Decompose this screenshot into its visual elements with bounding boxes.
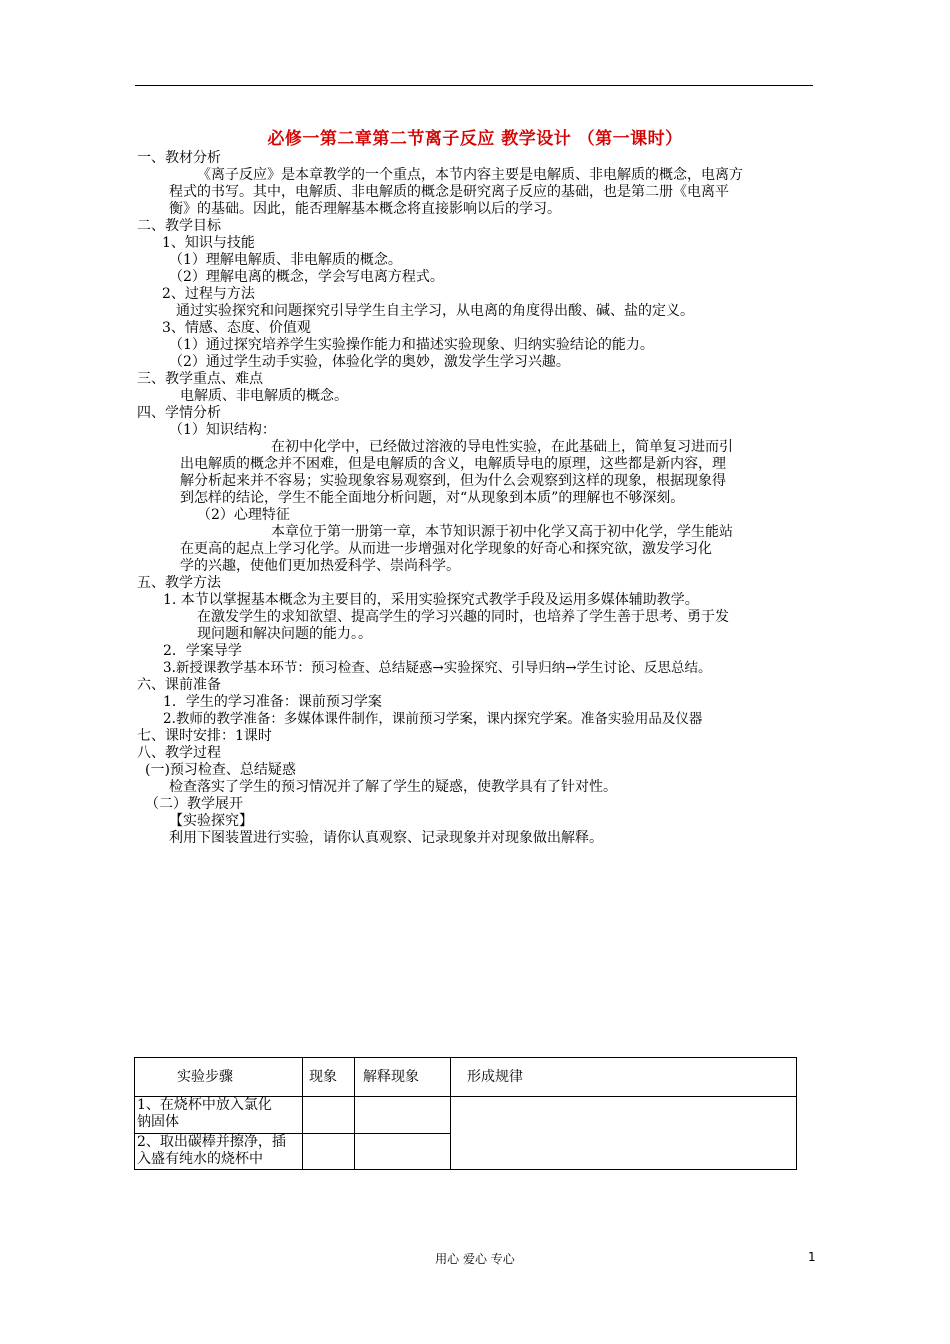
document-title: 必修一第二章第二节离子反应 教学设计 （第一课时） <box>267 129 683 149</box>
subheading: （1）知识结构： <box>169 422 276 438</box>
header-rule <box>135 85 813 86</box>
paragraph-line: 电解质、非电解质的概念。 <box>180 388 348 404</box>
table-header-row <box>135 1058 797 1097</box>
subheading: (一)预习检查、总结疑惑 <box>145 762 296 778</box>
paragraph-line: 《离子反应》是本章教学的一个重点，本节内容主要是电解质、非电解质的概念，电离方 <box>197 167 743 183</box>
experiment-table <box>134 1057 797 1170</box>
section-heading: 八、教学过程 <box>137 745 221 761</box>
table-cell <box>355 1097 451 1134</box>
paragraph-line: 2.教师的教学准备：多媒体课件制作，课前预习学案，课内探究学案。准备实验用品及仪器 <box>163 711 703 727</box>
table-cell <box>451 1097 797 1170</box>
subheading: 2、过程与方法 <box>162 286 255 302</box>
table-cell <box>135 1097 303 1134</box>
table-header: 形成规律 <box>451 1058 797 1097</box>
section-heading: 一、教材分析 <box>137 150 221 166</box>
section-heading: 二、教学目标 <box>137 218 221 234</box>
subheading: （二）教学展开 <box>145 796 243 812</box>
footer-slogan: 用心 爱心 专心 <box>435 1252 515 1266</box>
paragraph-line: 2．学案导学 <box>163 643 242 659</box>
subheading: 3、情感、态度、价值观 <box>162 320 311 336</box>
paragraph-line: （2）通过学生动手实验，体验化学的奥妙，激发学生学习兴趣。 <box>169 354 570 370</box>
paragraph-line: （1）理解电解质、非电解质的概念。 <box>169 252 402 268</box>
paragraph-line: 学的兴趣，使他们更加热爱科学、崇尚科学。 <box>180 558 460 574</box>
subheading: 1、知识与技能 <box>162 235 255 251</box>
paragraph-line: 通过实验探究和问题探究引导学生自主学习，从电离的角度得出酸、碱、盐的定义。 <box>176 303 694 319</box>
paragraph-line: （2）理解电离的概念，学会写电离方程式。 <box>169 269 444 285</box>
section-heading: 七、课时安排：1课时 <box>137 728 272 744</box>
paragraph-line: 1. 本节以掌握基本概念为主要目的，采用实验探究式教学手段及运用多媒体辅助教学。 <box>163 592 699 608</box>
table-cell <box>135 1134 303 1170</box>
table-cell <box>355 1134 451 1170</box>
page-number: 1 <box>808 1250 816 1264</box>
cell-line: 2、取出碳棒并擦净，插 <box>137 1134 286 1150</box>
paragraph-line: 本章位于第一册第一章，本节知识源于初中化学又高于初中化学，学生能站 <box>271 524 733 540</box>
table-header: 实验步骤 <box>135 1058 303 1097</box>
paragraph-line: 程式的书写。其中，电解质、非电解质的概念是研究离子反应的基础，也是第二册《电离平 <box>169 184 729 200</box>
paragraph-line: 在更高的起点上学习化学。从而进一步增强对化学现象的好奇心和探究欲，激发学习化 <box>180 541 712 557</box>
table-header: 解释现象 <box>355 1058 451 1097</box>
paragraph-line: （1）通过探究培养学生实验操作能力和描述实验现象、归纳实验结论的能力。 <box>169 337 654 353</box>
table-header: 现象 <box>303 1058 355 1097</box>
table-row <box>135 1097 797 1134</box>
paragraph-line: 衡》的基础。因此，能否理解基本概念将直接影响以后的学习。 <box>169 201 561 217</box>
paragraph-line: 现问题和解决问题的能力。。 <box>197 626 372 642</box>
paragraph-line: 出电解质的概念并不困难，但是电解质的含义，电解质导电的原理，这些都是新内容，理 <box>180 456 726 472</box>
paragraph-line: 解分析起来并不容易；实验现象容易观察到，但为什么会观察到这样的现象，根据现象得 <box>180 473 726 489</box>
paragraph-line: 利用下图装置进行实验，请你认真观察、记录现象并对现象做出解释。 <box>169 830 603 846</box>
section-heading: 四、学情分析 <box>137 405 221 421</box>
section-heading: 五、教学方法 <box>137 575 221 591</box>
paragraph-line: 检查落实了学生的预习情况并了解了学生的疑惑，使教学具有了针对性。 <box>169 779 617 795</box>
cell-line: 钠固体 <box>137 1114 179 1130</box>
table-cell <box>303 1134 355 1170</box>
section-heading: 六、课前准备 <box>137 677 221 693</box>
paragraph-line: 3.新授课教学基本环节：预习检查、总结疑惑→实验探究、引导归纳→学生讨论、反思总结。 <box>163 660 712 676</box>
subheading: 【实验探究】 <box>169 813 253 829</box>
paragraph-line: 在激发学生的求知欲望、提高学生的学习兴趣的同时，也培养了学生善于思考、勇于发 <box>197 609 729 625</box>
section-heading: 三、教学重点、难点 <box>137 371 263 387</box>
cell-line: 入盛有纯水的烧杯中 <box>137 1151 263 1167</box>
subheading: （2）心理特征 <box>197 507 290 523</box>
paragraph-line: 1．学生的学习准备：课前预习学案 <box>163 694 382 710</box>
cell-line: 1、在烧杯中放入氯化 <box>137 1097 272 1113</box>
paragraph-line: 在初中化学中，已经做过溶液的导电性实验，在此基础上，简单复习进而引 <box>271 439 733 455</box>
paragraph-line: 到怎样的结论，学生不能全面地分析问题，对“从现象到本质”的理解也不够深刻。 <box>180 490 685 506</box>
table-cell <box>303 1097 355 1134</box>
